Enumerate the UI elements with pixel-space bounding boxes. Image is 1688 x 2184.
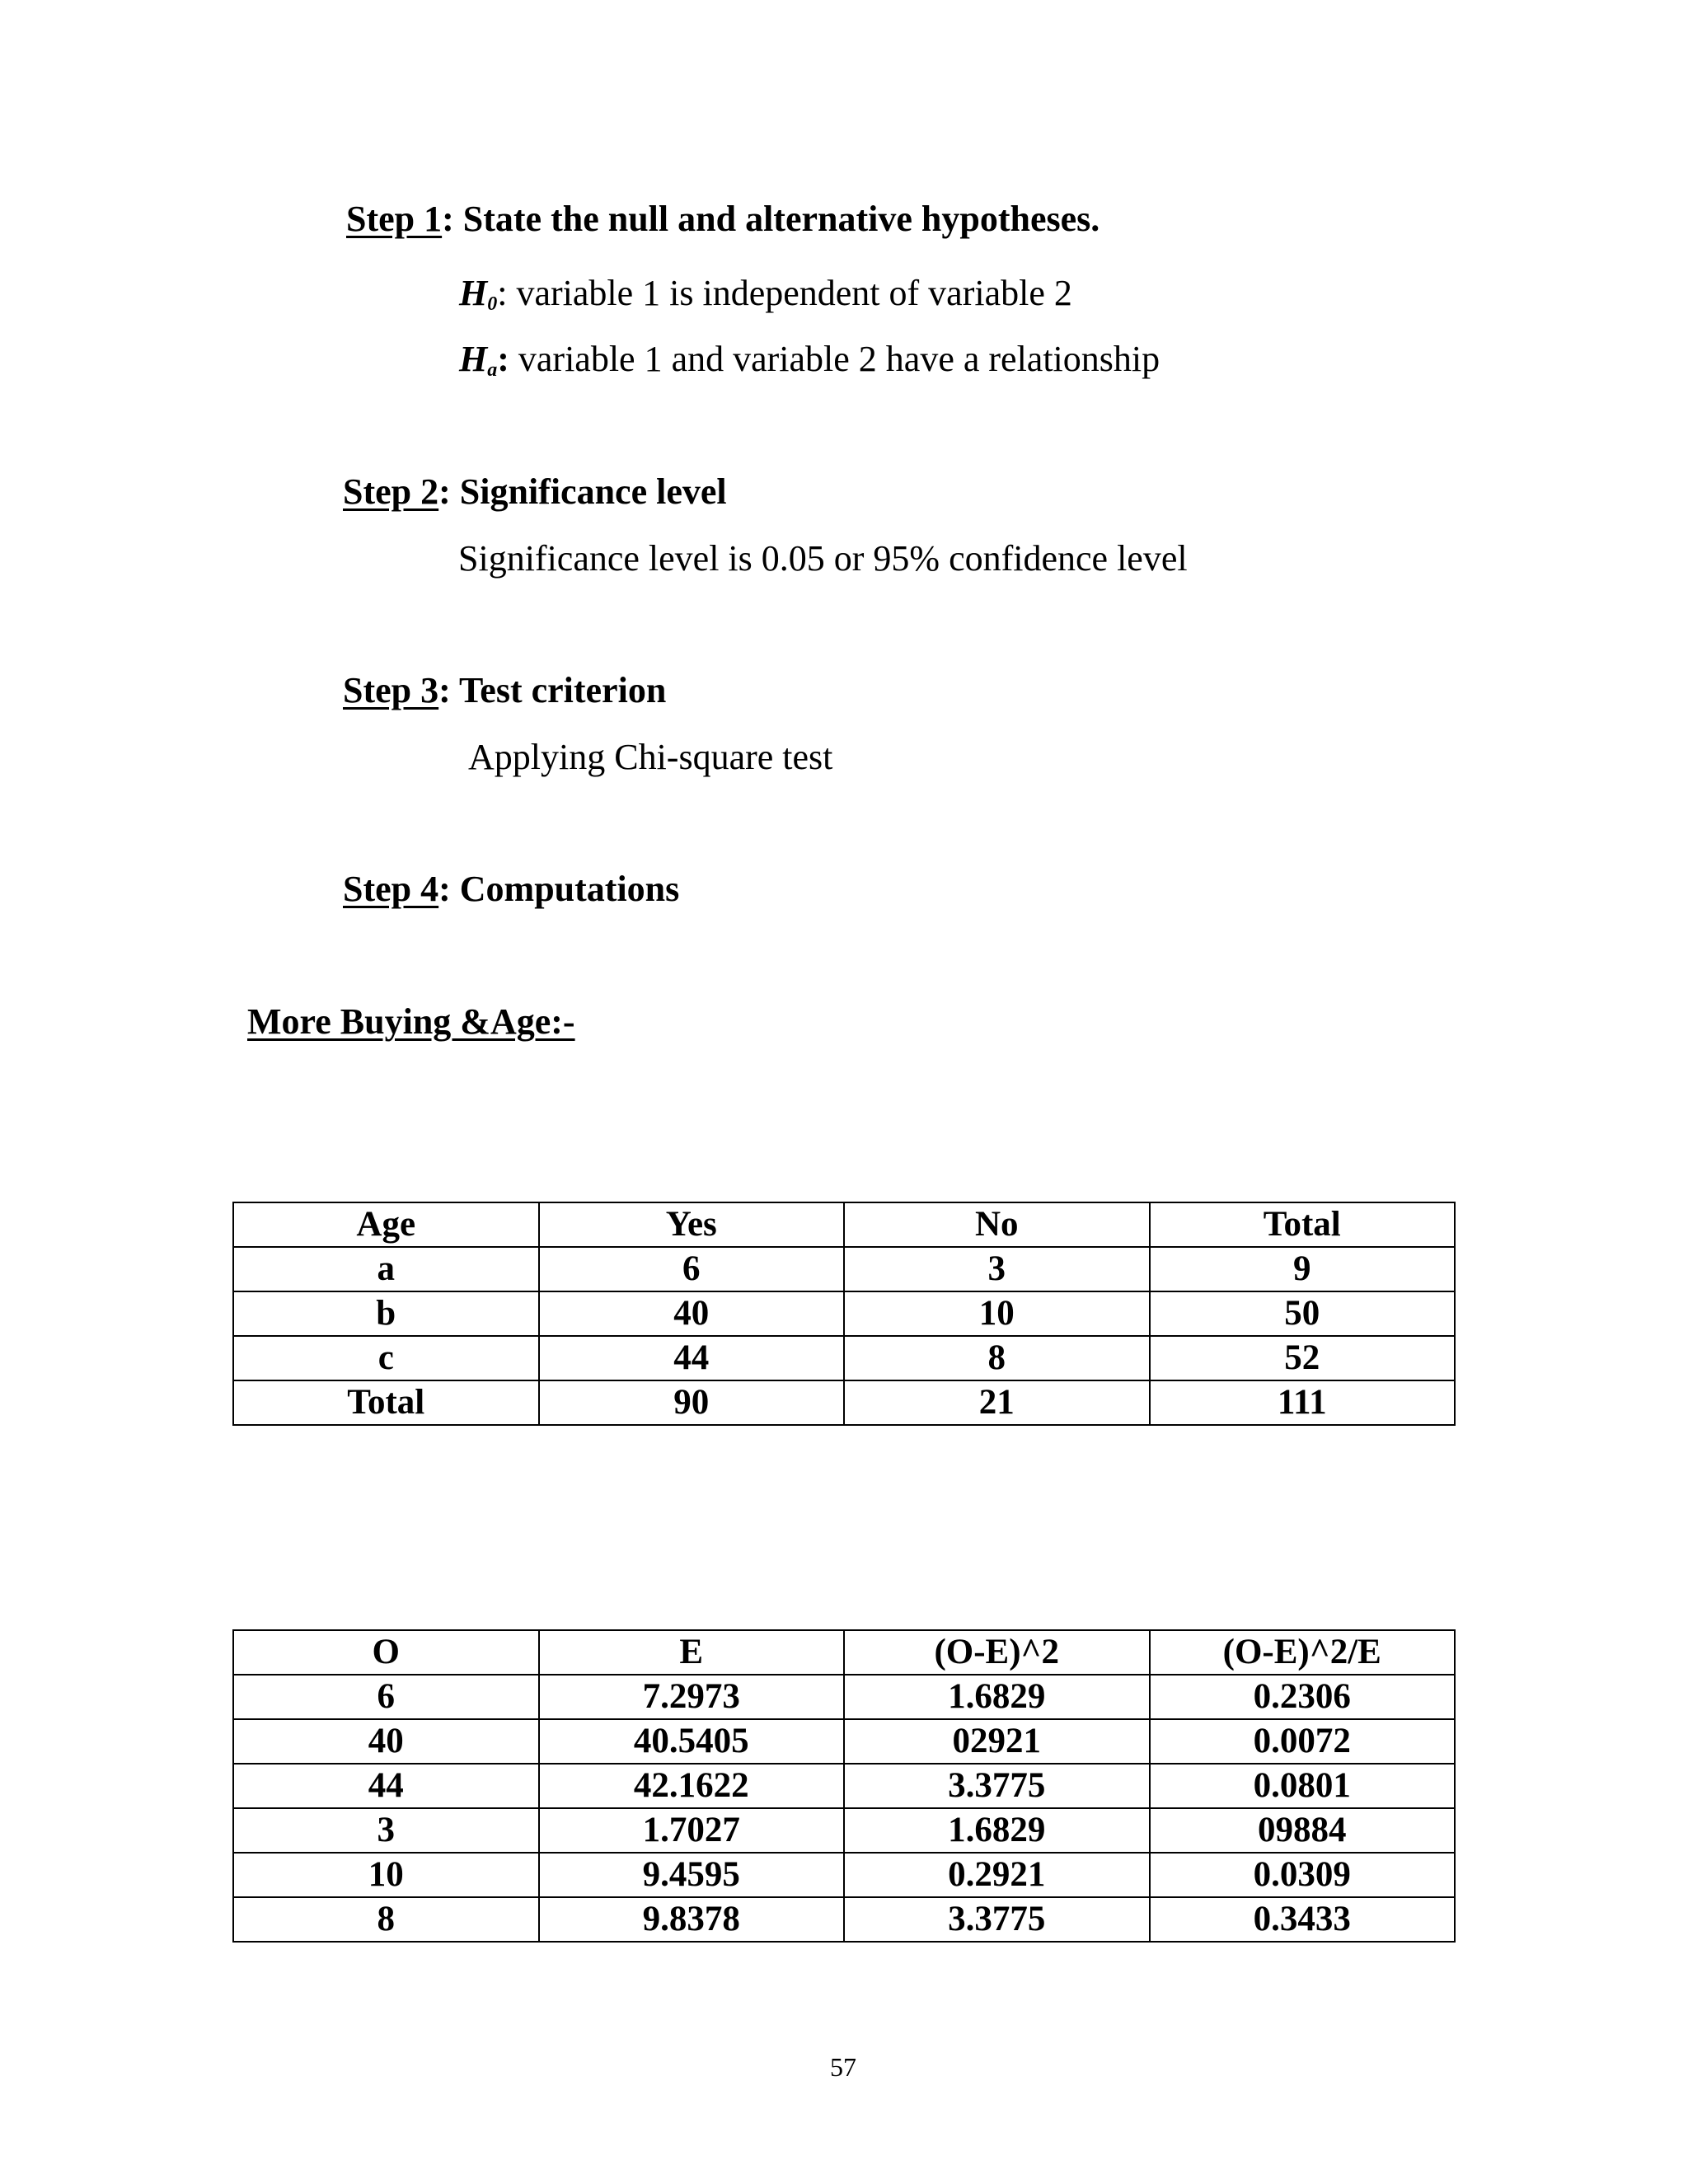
table-cell: 0.0309 (1150, 1853, 1456, 1897)
table-cell: 44 (233, 1764, 539, 1808)
table-cell: b (233, 1291, 539, 1336)
table-cell: 3.3775 (844, 1897, 1150, 1942)
table-cell: 40.5405 (539, 1719, 845, 1764)
table-cell: 1.6829 (844, 1808, 1150, 1853)
table-row (233, 1675, 1455, 1719)
alternative-hypothesis (459, 338, 1160, 382)
table-row (233, 1808, 1455, 1853)
table-cell: 7.2973 (539, 1675, 845, 1719)
table-cell: 9.4595 (539, 1853, 845, 1897)
table-cell: 52 (1150, 1336, 1456, 1380)
table-cell: 09884 (1150, 1808, 1456, 1853)
step-4-label: Step 4 (343, 869, 439, 909)
table-cell: 3 (233, 1808, 539, 1853)
table-cell: Total (233, 1380, 539, 1425)
table-cell: 40 (539, 1291, 845, 1336)
table-cell: 0.0072 (1150, 1719, 1456, 1764)
table-cell: 6 (233, 1675, 539, 1719)
step-2-label: Step 2 (343, 471, 439, 512)
table-cell: 0.2921 (844, 1853, 1150, 1897)
table-cell: 0.2306 (1150, 1675, 1456, 1719)
page-number: 57 (830, 2052, 856, 2082)
header-cell: (O-E)^2/E (1150, 1630, 1456, 1675)
table-cell: 9 (1150, 1247, 1456, 1291)
table-cell: 21 (844, 1380, 1150, 1425)
header-cell: No (844, 1202, 1150, 1247)
table-cell: 8 (844, 1336, 1150, 1380)
table-cell: 9.8378 (539, 1897, 845, 1942)
table-cell: 6 (539, 1247, 845, 1291)
table-cell: 02921 (844, 1719, 1150, 1764)
table-cell: 10 (233, 1853, 539, 1897)
table-cell: 0.3433 (1150, 1897, 1456, 1942)
step-3-title: : Test criterion (438, 670, 667, 710)
table-cell: a (233, 1247, 539, 1291)
step-1-heading (346, 198, 1100, 240)
table-row (233, 1853, 1455, 1897)
table-cell: 1.7027 (539, 1808, 845, 1853)
significance-text: Significance level is 0.05 or 95% confidence level (458, 538, 1188, 579)
table-cell: 50 (1150, 1291, 1456, 1336)
table-cell: 42.1622 (539, 1764, 845, 1808)
table-row (233, 1897, 1455, 1942)
table-row (233, 1247, 1455, 1291)
header-cell: (O-E)^2 (844, 1630, 1150, 1675)
step-4-title: : Computations (438, 869, 680, 909)
step-2-title: : Significance level (438, 471, 727, 512)
step-2-heading (343, 471, 727, 513)
section-title: More Buying &Age:- (247, 1001, 575, 1042)
table-row (233, 1336, 1455, 1380)
contingency-table (232, 1202, 1456, 1426)
step-1-title: : State the null and alternative hypotheses. (442, 199, 1100, 239)
table-row (233, 1719, 1455, 1764)
chi-square-table (232, 1629, 1456, 1943)
step-4-heading (343, 868, 679, 910)
table-header-row (233, 1202, 1455, 1247)
table-cell: 40 (233, 1719, 539, 1764)
null-hypothesis (459, 272, 1072, 316)
step-3-heading (343, 669, 666, 711)
header-cell: E (539, 1630, 845, 1675)
header-cell: Age (233, 1202, 539, 1247)
step-1-label: Step 1 (346, 199, 443, 239)
header-cell: Total (1150, 1202, 1456, 1247)
ha-symbol: Ha (459, 339, 498, 381)
step-3-label: Step 3 (343, 670, 439, 710)
table-row (233, 1291, 1455, 1336)
table-cell: 0.0801 (1150, 1764, 1456, 1808)
table-row (233, 1380, 1455, 1425)
table-cell: 8 (233, 1897, 539, 1942)
table-header-row (233, 1630, 1455, 1675)
table-cell: 3 (844, 1247, 1150, 1291)
h0-symbol: H0 (459, 273, 498, 315)
header-cell: O (233, 1630, 539, 1675)
table-cell: 1.6829 (844, 1675, 1150, 1719)
table-cell: 44 (539, 1336, 845, 1380)
ha-text: variable 1 and variable 2 have a relationship (509, 339, 1160, 379)
table-cell: 90 (539, 1380, 845, 1425)
h0-text: : variable 1 is independent of variable 2 (497, 273, 1072, 313)
ha-colon: : (497, 339, 509, 379)
header-cell: Yes (539, 1202, 845, 1247)
table-cell: 10 (844, 1291, 1150, 1336)
table-cell: 3.3775 (844, 1764, 1150, 1808)
criterion-text: Applying Chi-square test (468, 737, 833, 777)
table-row (233, 1764, 1455, 1808)
table-cell: c (233, 1336, 539, 1380)
table-cell: 111 (1150, 1380, 1456, 1425)
